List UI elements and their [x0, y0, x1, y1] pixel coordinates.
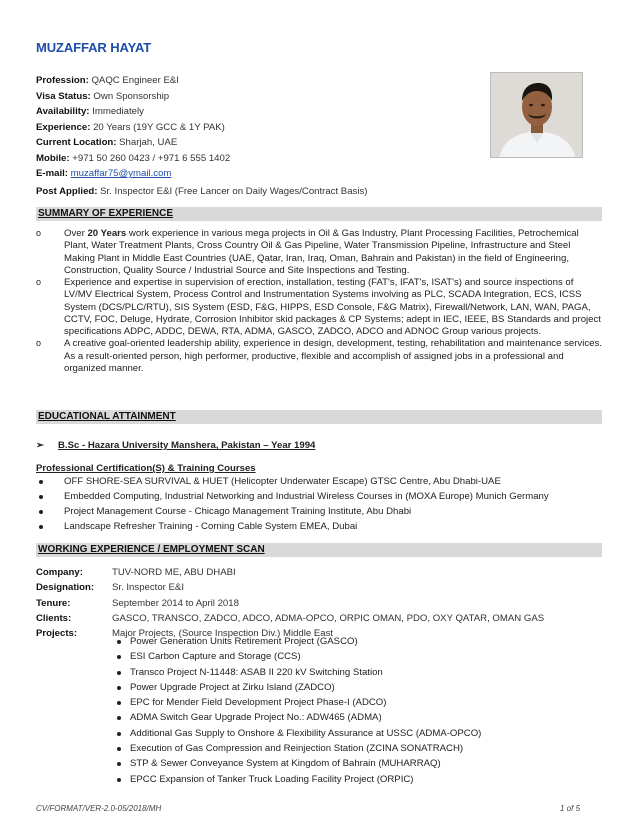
value: Sr. Inspector E&I (Free Lancer on Daily Wages/Contract Basis) [100, 186, 368, 197]
label: Tenure: [36, 597, 71, 609]
contact-row-experience [36, 122, 476, 138]
value: Immediately [92, 106, 144, 117]
list-item [36, 277, 602, 338]
list-item [36, 476, 602, 491]
certifications-title: Professional Certification(S) & Training Courses [36, 463, 256, 474]
list-item: ESI Carbon Capture and Storage (CCS) [112, 651, 582, 666]
label: E-mail: [36, 168, 68, 179]
list-item: Power Upgrade Project at Zirku Island (ZADCO) [112, 682, 582, 697]
label: Current Location: [36, 137, 117, 148]
item-text: Embedded Computing, Industrial Networking and Industrial Wireless Courses in (MOXA Europe) Munich Germany [64, 491, 549, 502]
profile-photo [490, 72, 583, 158]
list-item: EPCC Expansion of Tanker Truck Loading Facility Project (ORPIC) [112, 774, 582, 789]
item-bold: 20 Years [87, 228, 127, 239]
degree-text: B.Sc - Hazara University Manshera, Pakistan – Year 1994 [58, 440, 316, 451]
list-item: Additional Gas Supply to Onshore & Flexibility Assurance at USSC (ADMA-OPCO) [112, 728, 582, 743]
contact-row-visa [36, 91, 476, 107]
work-row-company [36, 567, 602, 582]
contact-block [36, 75, 476, 184]
list-item: Execution of Gas Compression and Reinjection Station (ZCINA SONATRACH) [112, 743, 582, 758]
section-heading-education: EDUCATIONAL ATTAINMENT [36, 410, 602, 424]
list-item [36, 338, 602, 375]
bullet-marker: o [36, 338, 42, 349]
section-heading-work: WORKING EXPERIENCE / EMPLOYMENT SCAN [36, 543, 602, 557]
contact-row-availability [36, 106, 476, 122]
contact-row-profession [36, 75, 476, 91]
label: Designation: [36, 582, 95, 594]
list-item [36, 491, 602, 506]
item-text: A creative goal-oriented leadership ability, experience in design, development, testing, rehabilitation and maintenance services. As a result-oriented person, high performer, productive, flexible and accomplish of assigned jobs in a professional and organized manner. [64, 338, 602, 374]
value: GASCO, TRANSCO, ZADCO, ADCO, ADMA-OPCO, ORPIC OMAN, PDO, OXY QATAR, OMAN GAS [112, 612, 545, 624]
contact-row-email [36, 168, 476, 184]
label: Post Applied: [36, 186, 98, 197]
label: Availability: [36, 106, 90, 117]
list-item: Transco Project N-11448: ASAB II 220 kV Switching Station [112, 667, 582, 682]
bullet-marker: o [36, 277, 42, 288]
list-item [36, 521, 602, 536]
work-row-designation [36, 582, 602, 597]
degree-line [36, 440, 315, 452]
projects-list [112, 636, 582, 789]
label: Profession: [36, 75, 89, 86]
item-text: Over [64, 228, 88, 239]
label: Clients: [36, 612, 72, 624]
candidate-name: MUZAFFAR HAYAT [36, 40, 152, 55]
list-item: Power Generation Units Retirement Project (GASCO) [112, 636, 582, 651]
contact-row-location [36, 137, 476, 153]
portrait-image [491, 73, 583, 158]
value: Own Sponsorship [93, 90, 170, 102]
label: Mobile: [36, 152, 70, 164]
item-text: Project Management Course - Chicago Management Training Institute, Abu Dhabi [64, 506, 412, 517]
list-item [36, 506, 602, 521]
value: QAQC Engineer E&I [91, 75, 179, 86]
item-text: Landscape Refresher Training - Corning Cable System EMEA, Dubai [64, 521, 358, 532]
value: TUV-NORD ME, ABU DHABI [112, 567, 236, 578]
item-text: work experience in various mega projects in Oil & Gas Industry, Plant Processing Facilities, Petrochemical Plant, Water Treatment Plants, Cross Country Oil & Gas Pipeline, Water Transmission Pipeline, Infrastructure and Steel Making Plant in Middle East Countries (UAE, Qatar, Iran, Iraq, Oman, Bahrain and Pakistan) in the field of Engineering, Construction, Quality Source / Industrial Source and Site Inspections and Testing. [64, 228, 579, 276]
bullet-marker: o [36, 228, 42, 238]
label: Projects: [36, 628, 78, 640]
employment-details [36, 567, 602, 643]
item-text: Experience and expertise in supervision of erection, installation, testing (FAT's, IFAT's, ISAT's) and source inspections of LV/MV Electrical System, Process Control and Instrumentation Systems involving as PLC, SCADA Integration, ECS, ICSS System (DCS/PLC/RTU), SIS System (ESD, F&G, HIPPS, ESD Console, F&G Matrix), Firewall/Network, LAN, WAN, PAGA, CCTV, FOC, Deluge, Hydrate, Corrosion Inhibitor skid packages & CP Systems; adept in IEC, IEEE, BS Standards and project specifications ADPC, ADDC, DEWA, RTA, ADMA, GASCO, ZADCO, ADCO and ADNOC Group various projects. [64, 277, 601, 338]
item-text: OFF SHORE-SEA SURVIVAL & HUET (Helicopter Underwater Escape) GTSC Centre, Abu Dhabi-UAE [64, 476, 501, 487]
list-item [36, 228, 602, 277]
work-row-clients [36, 613, 602, 628]
label: Visa Status: [36, 90, 91, 102]
footer-page-number: 1 of 5 [560, 804, 581, 813]
email-link[interactable]: muzaffar75@ymail.com [70, 168, 172, 179]
summary-list [36, 228, 602, 375]
footer-document-code: CV/FORMAT/VER-2.0-05/2018/MH [36, 804, 162, 813]
section-heading-summary: SUMMARY OF EXPERIENCE [36, 207, 602, 221]
arrow-icon: ➢ [36, 440, 45, 451]
value: Sharjah, UAE [119, 137, 178, 148]
value: September 2014 to April 2018 [112, 597, 239, 609]
post-applied [36, 186, 367, 198]
list-item: STP & Sewer Conveyance System at Kingdom of Bahrain (MUHARRAQ) [112, 758, 582, 773]
value: 20 Years (19Y GCC & 1Y PAK) [93, 121, 225, 133]
work-row-tenure [36, 598, 602, 613]
contact-row-mobile [36, 153, 476, 169]
label: Experience: [36, 121, 91, 133]
label: Company: [36, 567, 83, 578]
list-item: ADMA Switch Gear Upgrade Project No.: ADW465 (ADMA) [112, 712, 582, 727]
list-item: EPC for Mender Field Development Project Phase-I (ADCO) [112, 697, 582, 712]
certifications-list [36, 476, 602, 536]
value: Major Projects, (Source Inspection Div.) Middle East [112, 628, 334, 640]
value: Sr. Inspector E&I [112, 582, 184, 594]
value: +971 50 260 0423 / +971 6 555 1402 [72, 152, 231, 164]
